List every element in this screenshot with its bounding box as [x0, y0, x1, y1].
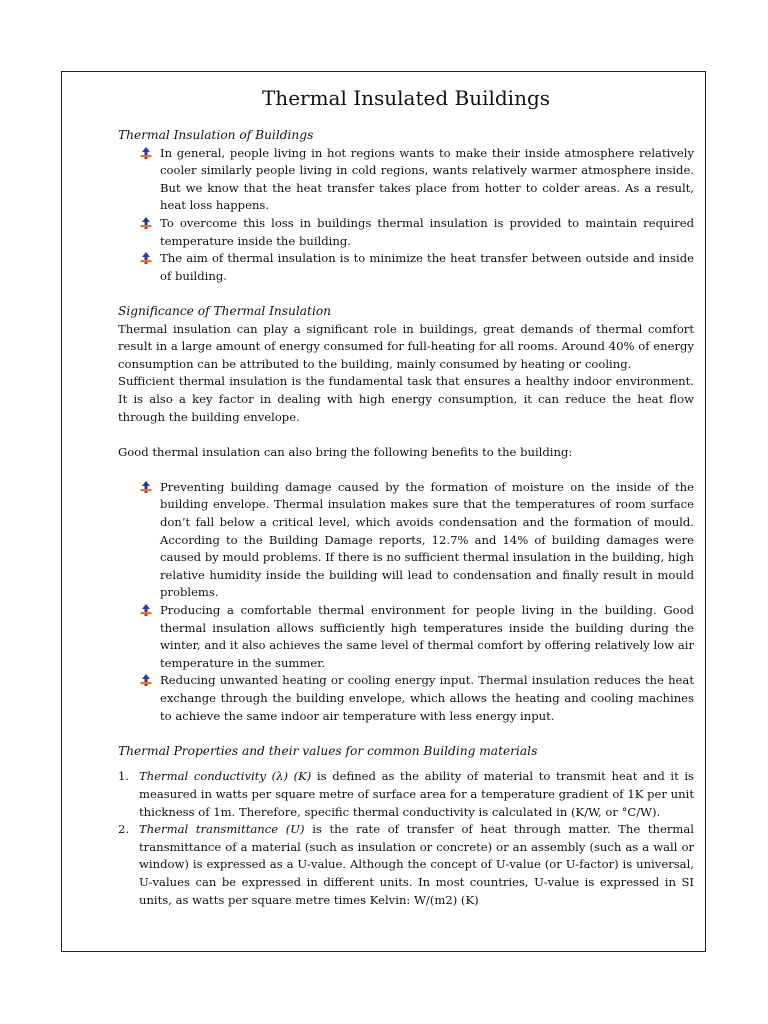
spacer — [118, 285, 694, 303]
list-item — [118, 672, 694, 725]
spacer — [118, 760, 694, 768]
bullet-text: In general, people living in hot regions wants to make their inside atmosphere relatively cooler similarly people living in cold regions, wants relatively warmer atmosphere inside. But we know that the heat transfer takes place from hotter to colder areas. As a result, heat loss happens. — [160, 145, 694, 213]
arrow-bullet-icon — [140, 252, 152, 264]
properties-numbered-list — [118, 768, 694, 909]
list-item — [118, 215, 694, 250]
paragraph: Thermal insulation can play a significant role in buildings, great demands of thermal comfort result in a large amount of energy consumed for full-heating for all rooms. Around 40% of energy consumption can be attributed to the building, mainly consumed by heating or cooling. — [118, 321, 694, 371]
list-item — [118, 768, 694, 821]
list-item — [118, 479, 694, 602]
item-number: 2. — [118, 822, 130, 837]
arrow-bullet-icon — [140, 674, 152, 686]
spacer — [118, 461, 694, 479]
section-heading-significance: Significance of Thermal Insulation — [118, 303, 332, 318]
arrow-bullet-icon — [140, 217, 152, 229]
insulation-bullet-list — [118, 145, 694, 286]
section-heading-properties: Thermal Properties and their values for common Building materials — [118, 743, 538, 758]
benefits-bullet-list — [118, 479, 694, 725]
list-item — [118, 250, 694, 285]
page-title: Thermal Insulated Buildings — [261, 86, 551, 110]
arrow-bullet-icon — [140, 481, 152, 493]
section-heading-insulation: Thermal Insulation of Buildings — [118, 128, 314, 142]
spacer — [118, 725, 694, 743]
item-term: Thermal transmittance (U) — [139, 822, 305, 837]
list-item — [118, 145, 694, 215]
bullet-text: Producing a comfortable thermal environment for people living in the building. Good thermal insulation allows sufficiently high temperatures inside the building during the winter, and it also achieves the same level of thermal comfort by offering relatively low air temperature in the summer. — [160, 603, 694, 670]
arrow-bullet-icon — [140, 147, 152, 159]
bullet-text: Preventing building damage caused by the formation of moisture on the inside of the building envelope. Thermal insulation makes sure that the temperatures of room surface don’t fall below a critical level, which avoids condensation and the formation of mould. According to the Building Damage reports, 12.7% and 14% of building damages were caused by mould problems. If there is no sufficient thermal insulation in the building, high relative humidity inside the building will lead to condensation and finally result in mould problems. — [160, 479, 694, 600]
bullet-text: Reducing unwanted heating or cooling energy input. Thermal insulation reduces the heat exchange through the building envelope, which allows the heating and cooling machines to achieve the same indoor air temperature with less energy input. — [160, 673, 694, 723]
bullet-text: To overcome this loss in buildings thermal insulation is provided to maintain required temperature inside the building. — [160, 215, 694, 248]
paragraph: Good thermal insulation can also bring the following benefits to the building: — [118, 444, 573, 459]
arrow-bullet-icon — [140, 604, 152, 616]
item-text: is the rate of transfer of heat through matter. The thermal transmittance of a material (such as insulation or concrete) or an assembly (such as a wall or window) is expressed as a U-value. Although the concept of U-value (or U-factor) is universal, U-values can be expressed in different units. In most countries, U-value is expressed in SI units, as watts per square metre times Kelvin: W/(m2) (K) — [139, 822, 694, 907]
bullet-text: The aim of thermal insulation is to minimize the heat transfer between outside and inside of building. — [160, 251, 694, 283]
spacer — [118, 426, 694, 444]
list-item — [118, 821, 694, 909]
item-term: Thermal conductivity (λ) (K) — [139, 769, 312, 784]
list-item — [118, 602, 694, 672]
document-page — [61, 71, 706, 952]
item-text: is defined as the ability of material to transmit heat and it is measured in watts per square metre of surface area for a temperature gradient of 1K per unit thickness of 1m. Therefore, specific thermal conductivity is calculated in (K/W, or °C/W). — [139, 769, 695, 819]
paragraph: Sufficient thermal insulation is the fundamental task that ensures a healthy indoor environment. It is also a key factor in dealing with high energy consumption, it can reduce the heat flow through the building envelope. — [118, 374, 694, 424]
item-number: 1. — [118, 769, 130, 784]
document-content — [118, 86, 694, 909]
